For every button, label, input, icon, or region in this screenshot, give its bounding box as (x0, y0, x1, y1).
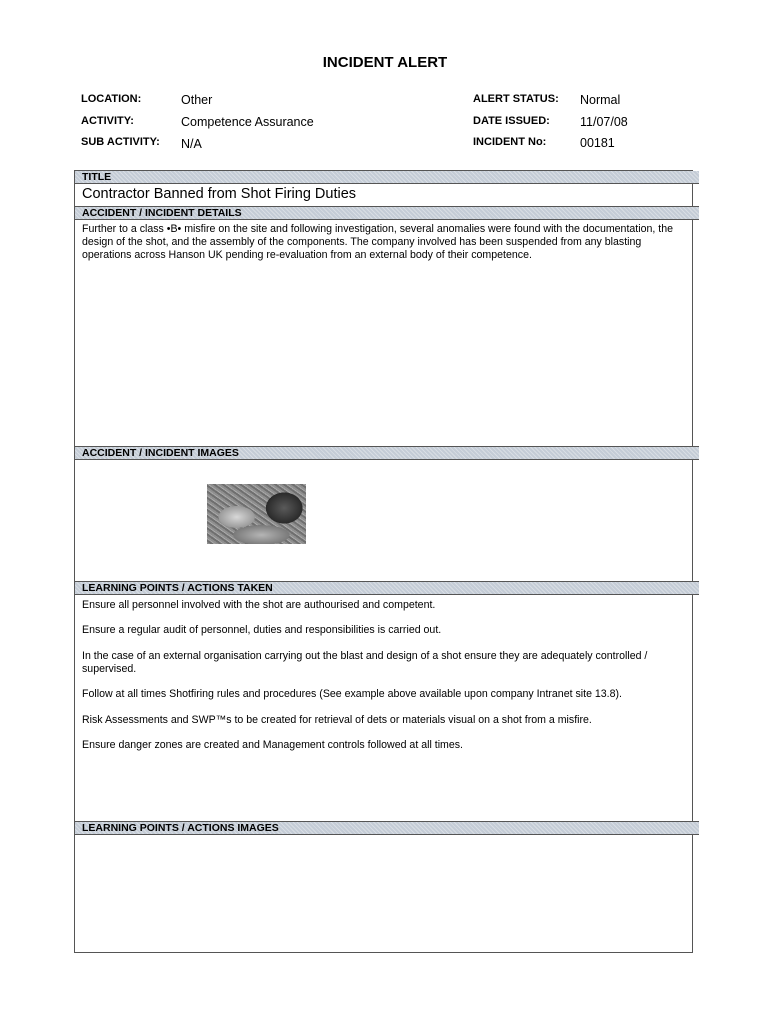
incident-photo (207, 484, 306, 544)
incident-no-value: 00181 (580, 136, 615, 150)
date-issued-label: DATE ISSUED: (473, 115, 550, 127)
learning-point: Risk Assessments and SWP™s to be created for retrieval of dets or materials visual on a shot from a misfire. (82, 714, 592, 726)
activity-label: ACTIVITY: (81, 115, 134, 127)
alert-status-label: ALERT STATUS: (473, 93, 559, 105)
incident-no-label: INCIDENT No: (473, 136, 547, 148)
date-issued-value: 11/07/08 (580, 115, 628, 129)
learning-point: Ensure all personnel involved with the shot are authourised and competent. (82, 599, 436, 611)
learning-point: In the case of an external organisation carrying out the blast and design of a shot ensure they are adequately controlled / supervised. (82, 650, 648, 675)
alert-status-value: Normal (580, 93, 621, 107)
title-section-header: TITLE (75, 171, 699, 184)
sub-activity-value: N/A (181, 137, 202, 151)
learning-point: Follow at all times Shotfiring rules and procedures (See example above available upon company Intranet site 13.8). (82, 688, 622, 700)
incident-title: Contractor Banned from Shot Firing Duties (82, 186, 357, 202)
location-value: Other (181, 93, 213, 107)
location-label: LOCATION: (81, 93, 142, 105)
sub-activity-label: SUB ACTIVITY: (81, 136, 160, 148)
details-text: Further to a class •B• misfire on the site and following investigation, several anomalies were found with the documentation, the design of the shot, and the assembly of the components. The company involved has been suspended from any blasting operations across Hanson UK pending re-evaluation from an external body of their competence. (82, 223, 673, 261)
learning-point: Ensure a regular audit of personnel, duties and responsibilities is carried out. (82, 624, 442, 636)
learning-point: Ensure danger zones are created and Management controls followed at all times. (82, 739, 464, 751)
images-section-header: ACCIDENT / INCIDENT IMAGES (75, 446, 699, 460)
activity-value: Competence Assurance (181, 115, 314, 129)
incident-alert-title: INCIDENT ALERT (322, 54, 448, 71)
learning-images-section-header: LEARNING POINTS / ACTIONS IMAGES (75, 821, 699, 835)
learning-section-header: LEARNING POINTS / ACTIONS TAKEN (75, 581, 699, 595)
details-section-header: ACCIDENT / INCIDENT DETAILS (75, 206, 699, 220)
incident-form (74, 170, 693, 953)
